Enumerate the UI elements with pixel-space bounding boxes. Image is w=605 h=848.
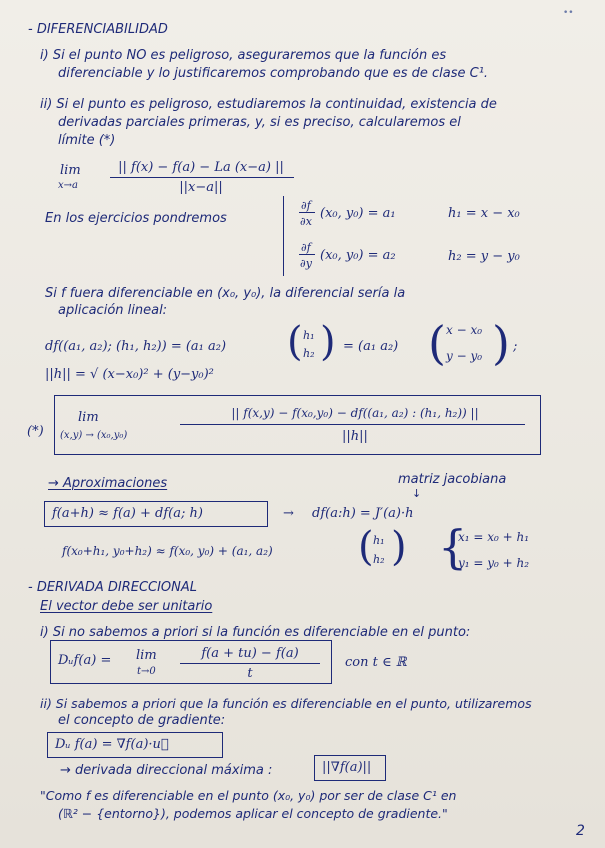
boxed-lim-subscript: (x,y) → (x₀,y₀)	[60, 430, 128, 441]
directional-lim-subscript: t→0	[137, 666, 156, 677]
star-marker: (*)	[27, 424, 44, 439]
vector-h2: h₂	[373, 553, 385, 566]
quote-line1: "Como f es diferenciable en el punto (x₀, y₀) por ser de clase C¹ en	[40, 788, 457, 803]
exercises-text: En los ejercicios pondremos	[45, 211, 227, 226]
paren-left: (	[428, 316, 446, 370]
directional-case-ii-line1: ii) Si sabemos a priori que la función es diferenciable en el punto, utilizaremos	[40, 696, 532, 711]
vector-h2: h₂	[303, 347, 315, 360]
partial-y-bar	[299, 254, 315, 255]
boxed-limit	[54, 395, 541, 455]
system-x: x₁ = x₀ + h₁	[458, 530, 530, 544]
gradient-norm: ||∇f(a)||	[322, 760, 372, 775]
vector-h1: h₁	[373, 534, 385, 547]
vector-x-diff: x − x₀	[446, 323, 483, 337]
partial-y-value: (x₀, y₀) = a₂	[320, 248, 396, 263]
vector-y-diff: y − y₀	[446, 349, 483, 363]
partial-y-num: ∂f	[301, 241, 311, 254]
boxed-numerator: || f(x,y) − f(x₀,y₀) − df((a₁, a₂) : (h₁, h₂)) ||	[231, 406, 479, 420]
jacobian-label: matriz jacobiana	[398, 472, 507, 487]
heading-aproximaciones: → Aproximaciones	[48, 476, 168, 491]
partial-x-num: ∂f	[301, 199, 311, 212]
boxed-fraction-bar	[180, 424, 525, 425]
jacobian-arrow: ↓	[412, 487, 422, 500]
boxed-lim-label: lim	[78, 410, 99, 425]
partial-y-den: ∂y	[300, 257, 312, 270]
paren-right: )	[320, 319, 336, 365]
case-ii-line3: límite (*)	[58, 133, 116, 148]
system-brace: {	[438, 520, 468, 574]
case-i-line1: i) Si el punto NO es peligroso, aseguraremos que la función es	[40, 48, 447, 63]
t-real-note: con t ∈ ℝ	[345, 655, 407, 670]
boxed-denominator: ||h||	[342, 429, 368, 444]
corner-mark: ••	[563, 8, 574, 18]
paren-left: (	[358, 524, 374, 570]
jacobian-formula: df(a:h) = J′(a)·h	[312, 506, 414, 521]
page-number: 2	[576, 823, 585, 839]
if-diff-line2: aplicación lineal:	[58, 303, 168, 318]
unit-vector-note: El vector debe ser unitario	[40, 599, 213, 614]
paren-left: (	[287, 319, 303, 365]
fraction-bar	[110, 177, 294, 178]
paren-right: )	[391, 524, 407, 570]
approximation-formula: f(a+h) ≈ f(a) + df(a; h)	[52, 506, 203, 521]
case-i-line2: diferenciable y lo justificaremos comprobando que es de clase C¹.	[58, 66, 489, 81]
approximation-expanded: f(x₀+h₁, y₀+h₂) ≈ f(x₀, y₀) + (a₁, a₂)	[62, 544, 273, 558]
norm-h: ||h|| = √ (x−x₀)² + (y−y₀)²	[45, 367, 214, 382]
case-ii-line2: derivadas parciales primeras, y, si es preciso, calcularemos el	[58, 115, 461, 130]
directional-denominator: t	[247, 666, 253, 681]
quote-line2: (ℝ² − {entorno}), podemos aplicar el concepto de gradiente."	[58, 806, 448, 821]
differential-lhs: df((a₁, a₂); (h₁, h₂)) = (a₁ a₂)	[45, 339, 227, 354]
h2-definition: h₂ = y − y₀	[448, 249, 520, 264]
system-y: y₁ = y₀ + h₂	[458, 556, 530, 570]
semicolon: ;	[513, 339, 518, 354]
limit-label: lim	[60, 163, 81, 178]
directional-lim-label: lim	[136, 648, 157, 663]
divider-line	[283, 196, 284, 276]
gradient-formula: Dᵤ f(a) = ∇f(a)·u⃗	[55, 737, 169, 752]
paren-right: )	[492, 316, 510, 370]
heading-diferenciabilidad: - DIFERENCIABILIDAD	[28, 22, 168, 37]
partial-x-den: ∂x	[300, 215, 312, 228]
directional-fraction-bar	[180, 663, 320, 664]
implies-arrow: →	[283, 506, 294, 521]
partial-x-value: (x₀, y₀) = a₁	[320, 206, 396, 221]
if-diff-line1: Si f fuera diferenciable en (x₀, y₀), la diferencial sería la	[45, 286, 406, 301]
heading-derivada-direccional: - DERIVADA DIRECCIONAL	[28, 580, 198, 595]
h1-definition: h₁ = x − x₀	[448, 206, 520, 221]
directional-case-i: i) Si no sabemos a priori si la función es diferenciable en el punto:	[40, 625, 471, 640]
limit-subscript: x→a	[58, 180, 78, 191]
limit-numerator: || f(x) − f(a) − La (x−a) ||	[118, 160, 284, 175]
limit-denominator: ||x−a||	[179, 180, 223, 195]
partial-x-bar	[299, 212, 315, 213]
case-ii-line1: ii) Si el punto es peligroso, estudiaremos la continuidad, existencia de	[40, 97, 497, 112]
vector-h1: h₁	[303, 329, 315, 342]
directional-numerator: f(a + tu) − f(a)	[201, 646, 299, 661]
directional-lhs: Dᵤf(a) =	[58, 653, 112, 668]
max-directional-text: → derivada direccional máxima :	[60, 763, 273, 778]
directional-case-ii-line2: el concepto de gradiente:	[58, 713, 226, 728]
differential-mid: = (a₁ a₂)	[343, 339, 399, 354]
